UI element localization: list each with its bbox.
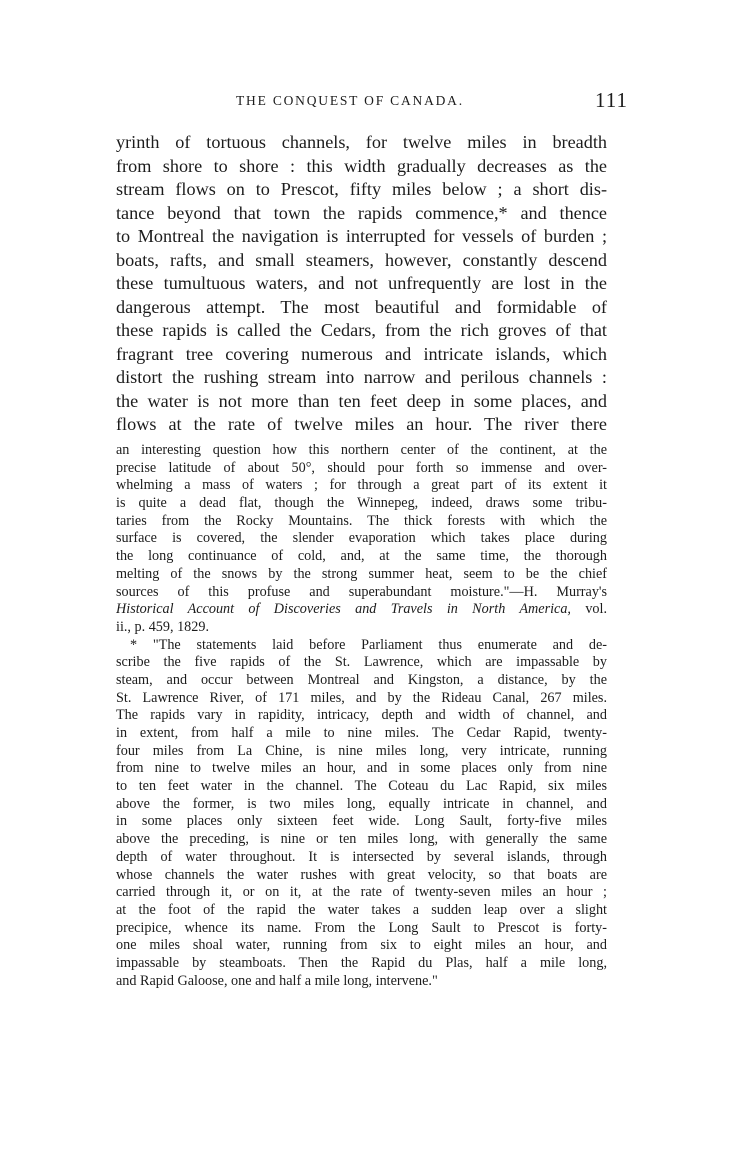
footnote-line: is quite a dead flat, though the Winnepeg, indeed, draws some tribu- [116,495,607,512]
main-text-line: dangerous attempt. The most beautiful and formidable of [116,296,607,317]
footnote-line: ii., p. 459, 1829. [116,618,210,635]
footnote-line: impassable by steamboats. Then the Rapid du Plas, half a mile long, [116,954,607,971]
footnote-line: four miles from La Chine, is nine miles long, very intricate, running [116,742,607,759]
footnote-line: precipice, whence its name. From the Long Sault to Prescot is forty- [116,919,607,936]
main-text-line: tance beyond that town the rapids commence,* and thence [116,202,607,223]
footnote-line: The rapids vary in rapidity, intricacy, depth and width of channel, and [116,707,607,724]
book-title-italic: Historical Account of Discoveries and Travels in North America, [116,601,571,618]
footnote-line: in some places only sixteen feet wide. Long Sault, forty-five miles [116,813,607,830]
main-text-line: from shore to shore : this width gradually decreases as the [116,155,607,176]
footnote-line: in extent, from half a mile to nine miles. The Cedar Rapid, twenty- [116,725,607,741]
main-text-line: distort the rushing stream into narrow and perilous channels : [116,367,607,387]
main-text [116,131,607,437]
main-text-line: the water is not more than ten feet deep in some places, and [116,390,607,411]
main-text-line: to Montreal the navigation is interrupted for vessels of burden ; [116,226,607,246]
footnote-murray [116,442,607,637]
footnote-line: the long continuance of cold, and, at the same time, the thorough [116,548,607,565]
footnote-line: to ten feet water in the channel. The Coteau du Lac Rapid, six miles [116,778,607,795]
footnotes [116,442,607,990]
footnote-line: steam, and occur between Montreal and Kingston, a distance, by the [116,671,607,688]
main-text-line: fragrant tree covering numerous and intricate islands, which [116,343,607,364]
footnote-line: depth of water throughout. It is intersected by several islands, through [116,848,607,865]
footnote-line: scribe the five rapids of the St. Lawrence, which are impassable by [116,654,607,671]
footnote-line: whose channels the water rushes with great velocity, so that boats are [116,866,607,883]
footnote-line: St. Lawrence River, of 171 miles, and by the Rideau Canal, 267 miles. [116,689,607,706]
footnote-line: one miles shoal water, running from six to eight miles an hour, and [116,937,607,954]
footnote-line: whelming a mass of waters ; for through a great part of its extent it [116,477,607,494]
main-text-line: boats, rafts, and small steamers, however, constantly descend [116,249,607,270]
footnote-line: melting of the snows by the strong summer heat, seem to be the chief [116,565,607,582]
main-text-line: these rapids is called the Cedars, from the rich groves of that [116,320,607,340]
footnote-line: an interesting question how this northern center of the continent, at the [116,442,607,458]
footnote-line: at the foot of the rapid the water takes a sudden leap over a slight [116,901,607,918]
footnote-line: and Rapid Galoose, one and half a mile long, intervene." [116,972,438,989]
page-number: 111 [595,88,628,112]
citation-vol: vol. [585,601,607,618]
footnote-parliament [116,637,607,991]
footnote-line: taries from the Rocky Mountains. The thick forests with which the [116,512,607,529]
footnote-line: from nine to twelve miles an hour, and in some places only from nine [116,760,607,777]
main-text-line: yrinth of tortuous channels, for twelve miles in breadth [116,132,607,152]
footnote-line: carried through it, or on it, at the rate of twenty-seven miles an hour ; [116,884,607,901]
main-text-line: these tumultuous waters, and not unfrequently are lost in the [116,273,607,293]
main-text-line: flows at the rate of twelve miles an hour. The river there [116,414,607,434]
footnote-citation-line [116,601,607,619]
running-title: THE CONQUEST OF CANADA. [236,93,464,108]
footnote-line: * "The statements laid before Parliament thus enumerate and de- [130,636,607,653]
footnote-line: above the preceding, is nine or ten miles long, with generally the same [116,831,607,848]
footnote-line: surface is covered, the slender evaporation which takes place during [116,530,607,547]
footnote-line: above the former, is two miles long, equally intricate in channel, and [116,795,607,812]
running-head [116,88,628,112]
footnote-line: sources of this profuse and superabundant moisture."—H. Murray's [116,583,607,600]
footnote-line: precise latitude of about 50°, should pour forth so immense and over- [116,459,607,476]
main-text-line: stream flows on to Prescot, fifty miles below ; a short dis- [116,179,607,199]
